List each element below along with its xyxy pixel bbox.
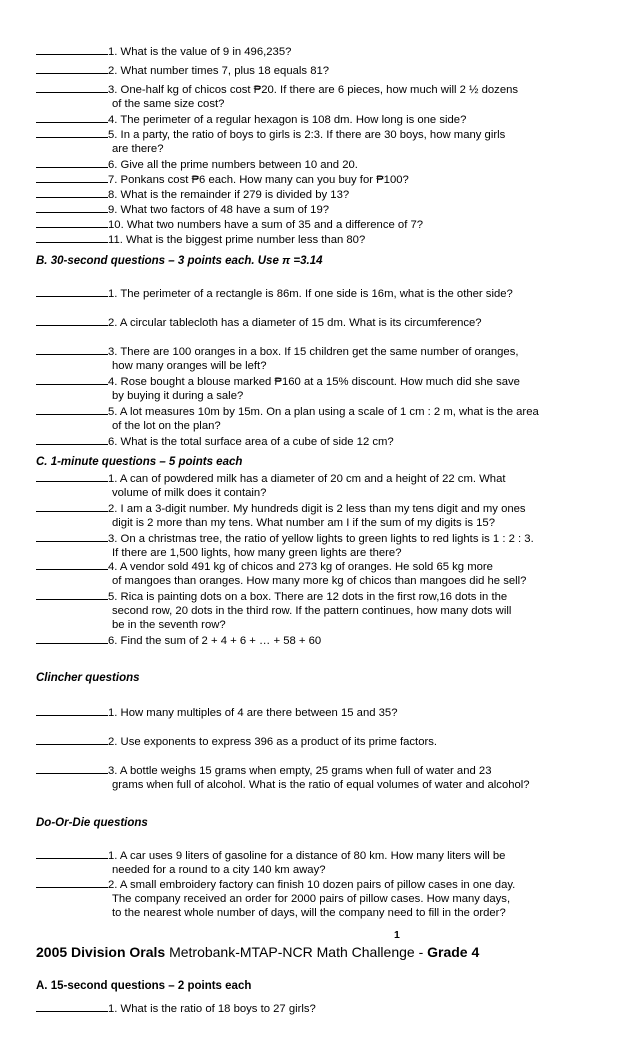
question-item — [36, 231, 632, 247]
answer-blank-line — [36, 81, 108, 93]
question-item — [36, 126, 632, 156]
answer-blank-line — [36, 558, 108, 570]
question-text: 11. What is the biggest prime number less than 80? — [108, 234, 366, 246]
question-text: 1. A can of powdered milk has a diameter of 20 cm and a height of 22 cm. What — [108, 473, 506, 485]
question-item — [36, 62, 632, 78]
question-text: 9. What two factors of 48 have a sum of 19? — [108, 204, 330, 216]
question-item — [36, 156, 632, 172]
question-text: 5. In a party, the ratio of boys to girls is 2:3. If there are 30 boys, how many girls — [108, 129, 506, 141]
question-text: 2. What number times 7, plus 18 equals 81? — [108, 65, 330, 77]
question-item — [36, 847, 632, 877]
answer-blank-line — [36, 470, 108, 482]
question-item — [36, 403, 632, 433]
question-item — [36, 558, 632, 588]
footer-title-middle: Metrobank-MTAP-NCR Math Challenge - — [165, 944, 428, 960]
question-text: 1. What is the value of 9 in 496,235? — [108, 46, 292, 58]
question-text: 1. A car uses 9 liters of gasoline for a distance of 80 km. How many liters will be — [108, 850, 506, 862]
answer-blank-line — [36, 156, 108, 168]
answer-blank-line — [36, 171, 108, 183]
question-item — [36, 343, 632, 373]
question-text: 4. The perimeter of a regular hexagon is 108 dm. How long is one side? — [108, 114, 467, 126]
question-item — [36, 704, 632, 720]
answer-blank-line — [36, 43, 108, 55]
question-continuation: by buying it during a sale? — [112, 390, 244, 403]
question-item — [36, 216, 632, 232]
question-item — [36, 733, 632, 749]
question-text: 6. Give all the prime numbers between 10 and 20. — [108, 159, 358, 171]
question-item — [36, 433, 632, 449]
question-item — [36, 1000, 632, 1016]
answer-blank-line — [36, 373, 108, 385]
question-continuation: are there? — [112, 143, 164, 156]
answer-blank-line — [36, 733, 108, 745]
question-text: 1. The perimeter of a rectangle is 86m. If one side is 16m, what is the other side? — [108, 288, 513, 300]
answer-blank-line — [36, 285, 108, 297]
answer-blank-line — [36, 1000, 108, 1012]
answer-blank-line — [36, 216, 108, 228]
answer-blank-line — [36, 62, 108, 74]
answer-blank-line — [36, 231, 108, 243]
question-text: 7. Ponkans cost ₱6 each. How many can you buy for ₱100? — [108, 174, 409, 186]
question-text: 1. How many multiples of 4 are there between 15 and 35? — [108, 707, 398, 719]
question-text: 4. A vendor sold 491 kg of chicos and 273 kg of oranges. He sold 65 kg more — [108, 561, 493, 573]
answer-blank-line — [36, 632, 108, 644]
page-number: 1 — [394, 929, 400, 941]
question-continuation: be in the seventh row? — [112, 619, 226, 632]
answer-blank-line — [36, 876, 108, 888]
section-c-heading: C. 1-minute questions – 5 points each — [36, 456, 243, 468]
answer-blank-line — [36, 847, 108, 859]
question-item — [36, 762, 632, 792]
question-text: 2. Use exponents to express 396 as a product of its prime factors. — [108, 736, 438, 748]
footer-title-lead: 2005 Division Orals — [36, 944, 166, 960]
answer-blank-line — [36, 500, 108, 512]
answer-blank-line — [36, 403, 108, 415]
answer-blank-line — [36, 530, 108, 542]
question-item — [36, 171, 632, 187]
question-continuation: of the lot on the plan? — [112, 420, 221, 433]
answer-blank-line — [36, 343, 108, 355]
question-continuation: volume of milk does it contain? — [112, 487, 267, 500]
answer-blank-line — [36, 704, 108, 716]
question-item — [36, 111, 632, 127]
question-text: 4. Rose bought a blouse marked ₱160 at a 15% discount. How much did she save — [108, 376, 520, 388]
footer-title — [36, 944, 479, 960]
question-item — [36, 632, 632, 648]
question-continuation: If there are 1,500 lights, how many green lights are there? — [112, 547, 402, 560]
answer-blank-line — [36, 111, 108, 123]
question-text: 2. I am a 3-digit number. My hundreds digit is 2 less than my tens digit and my ones — [108, 503, 526, 515]
question-text: 5. Rica is painting dots on a box. There are 12 dots in the first row,16 dots in the — [108, 591, 508, 603]
question-item — [36, 285, 632, 301]
answer-blank-line — [36, 186, 108, 198]
question-item — [36, 373, 632, 403]
question-item — [36, 500, 632, 530]
question-item — [36, 530, 632, 560]
question-item — [36, 470, 632, 500]
footer-title-grade: Grade 4 — [427, 944, 480, 960]
question-text: 3. On a christmas tree, the ratio of yellow lights to green lights to red lights is 1 : 2 : 3. — [108, 533, 534, 545]
question-text: 3. There are 100 oranges in a box. If 15 children get the same number of oranges, — [108, 346, 519, 358]
question-item — [36, 876, 632, 921]
question-text: 5. A lot measures 10m by 15m. On a plan using a scale of 1 cm : 2 m, what is the area — [108, 406, 539, 418]
question-continuation: grams when full of alcohol. What is the ratio of equal volumes of water and alcohol? — [112, 779, 530, 792]
question-item — [36, 588, 632, 633]
question-continuation: of mangoes than oranges. How many more kg of chicos than mangoes did he sell? — [112, 575, 527, 588]
section-a-heading: A. 15-second questions – 2 points each — [36, 980, 252, 992]
section-b-heading: B. 30-second questions – 3 points each. Use π =3.14 — [36, 255, 323, 267]
answer-blank-line — [36, 314, 108, 326]
question-item — [36, 81, 632, 111]
answer-blank-line — [36, 201, 108, 213]
do-or-die-heading: Do-Or-Die questions — [36, 817, 148, 829]
question-item — [36, 201, 632, 217]
question-text: 3. A bottle weighs 15 grams when empty, 25 grams when full of water and 23 — [108, 765, 492, 777]
question-continuation: how many oranges will be left? — [112, 360, 267, 373]
question-item — [36, 314, 632, 330]
question-item — [36, 43, 632, 59]
question-text: 8. What is the remainder if 279 is divided by 13? — [108, 189, 350, 201]
question-continuation: The company received an order for 2000 pairs of pillow cases. How many days, — [112, 893, 511, 906]
answer-blank-line — [36, 762, 108, 774]
question-text: 6. What is the total surface area of a cube of side 12 cm? — [108, 436, 394, 448]
question-continuation: digit is 2 more than my tens. What number am I if the sum of my digits is 15? — [112, 517, 495, 530]
question-text: 2. A small embroidery factory can finish 10 dozen pairs of pillow cases in one day. — [108, 879, 516, 891]
answer-blank-line — [36, 433, 108, 445]
question-text: 10. What two numbers have a sum of 35 and a difference of 7? — [108, 219, 424, 231]
question-text: 1. What is the ratio of 18 boys to 27 girls? — [108, 1003, 316, 1015]
clincher-heading: Clincher questions — [36, 672, 140, 684]
answer-blank-line — [36, 126, 108, 138]
question-continuation: second row, 20 dots in the third row. If the pattern continues, how many dots will — [112, 605, 512, 618]
question-continuation: needed for a round to a city 140 km away? — [112, 864, 326, 877]
question-item — [36, 186, 632, 202]
question-text: 2. A circular tablecloth has a diameter of 15 dm. What is its circumference? — [108, 317, 482, 329]
question-continuation: of the same size cost? — [112, 98, 225, 111]
question-text: 6. Find the sum of 2 + 4 + 6 + … + 58 + 60 — [108, 635, 322, 647]
question-text: 3. One-half kg of chicos cost ₱20. If there are 6 pieces, how much will 2 ½ dozens — [108, 84, 519, 96]
question-continuation: to the nearest whole number of days, will the company need to fill in the order? — [112, 907, 506, 920]
answer-blank-line — [36, 588, 108, 600]
